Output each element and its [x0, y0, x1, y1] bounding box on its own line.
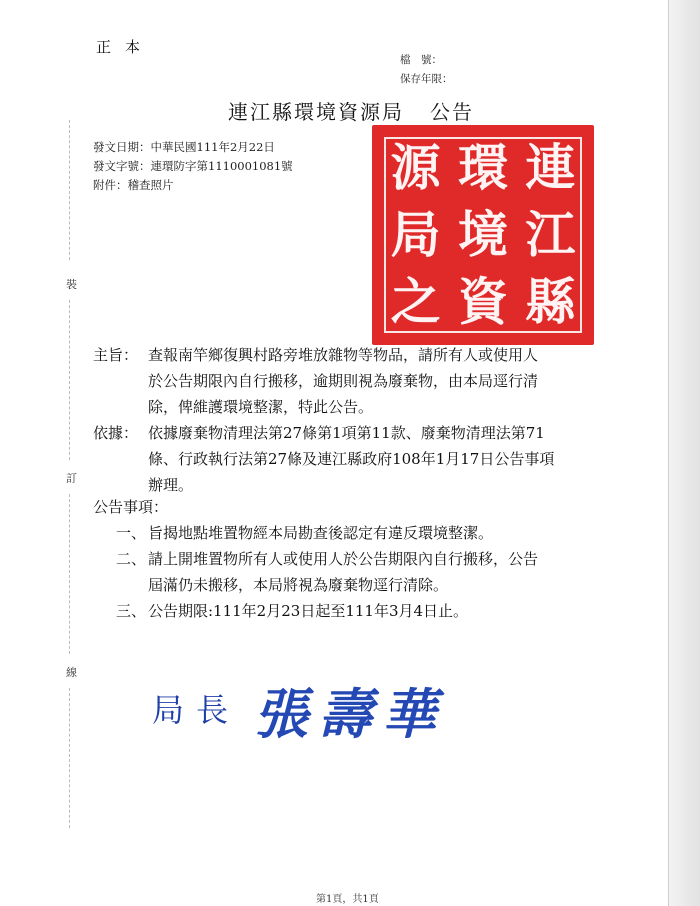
- binding-dashed-line: [69, 494, 71, 654]
- document-type: 公告: [430, 100, 474, 124]
- attachment-line: 附件：稽查照片: [93, 178, 174, 192]
- seal-char: 連: [525, 138, 576, 198]
- basis-line: 依據廢棄物清理法第27條第1項第11款、廢棄物清理法第71: [148, 424, 545, 442]
- notice-item-line: 請上開堆置物所有人或使用人於公告期限內自行搬移，公告: [148, 550, 539, 568]
- notice-item-number: 二、: [116, 550, 147, 568]
- original-copy-label: 正本: [96, 38, 155, 56]
- document-number: 發文字號：連環防字第1110001081號: [93, 159, 293, 173]
- notice-item-line: 公告期限:111年2月23日起至111年3月4日止。: [148, 602, 469, 620]
- director-title-stamp: 局長: [152, 691, 241, 729]
- seal-char: 縣: [525, 271, 576, 331]
- seal-char: 環: [457, 138, 508, 198]
- official-seal-stamp: [372, 125, 594, 345]
- seal-char: 境: [457, 204, 508, 264]
- seal-char: 源: [390, 138, 441, 198]
- seal-char: 之: [390, 271, 441, 331]
- seal-char: 局: [390, 204, 441, 264]
- notice-item-line: 屆滿仍未搬移，本局將視為廢棄物逕行清除。: [148, 576, 449, 594]
- retention-period-field: 保存年限：: [400, 73, 453, 85]
- binding-mark-bind: 裝: [66, 278, 77, 291]
- binding-dashed-line: [69, 688, 71, 828]
- notice-item-line: 旨揭地點堆置物經本局勘查後認定有違反環境整潔。: [148, 524, 494, 542]
- scan-page-edge: [668, 0, 700, 906]
- subject-line: 除，俾維護環境整潔，特此公告。: [148, 398, 374, 416]
- subject-line: 於公告期限內自行搬移，逾期則視為廢棄物，由本局逕行清: [148, 372, 539, 390]
- notice-item-number: 三、: [116, 602, 147, 620]
- file-number-field: 檔 號：: [400, 54, 442, 66]
- binding-mark-line: 線: [66, 666, 77, 679]
- page-footer: 第1頁，共1頁: [316, 894, 379, 905]
- basis-line: 辦理。: [148, 476, 194, 494]
- issuing-agency: 連江縣環境資源局: [228, 100, 404, 124]
- scan-edge-line: [668, 0, 669, 906]
- director-signature-stamp: 張壽華: [254, 682, 446, 746]
- binding-dashed-line: [69, 120, 71, 260]
- basis-label: 依據：: [93, 424, 139, 442]
- seal-char: 資: [457, 271, 508, 331]
- notice-item-number: 一、: [116, 524, 147, 542]
- subject-label: 主旨：: [93, 346, 139, 364]
- binding-mark-staple: 訂: [66, 472, 77, 485]
- notice-heading: 公告事項：: [93, 498, 169, 516]
- seal-char: 江: [525, 204, 576, 264]
- document-title: [228, 96, 474, 125]
- issue-date: 發文日期：中華民國111年2月22日: [93, 140, 275, 154]
- seal-characters: [382, 135, 584, 335]
- subject-line: 查報南竿鄉復興村路旁堆放雜物等物品，請所有人或使用人: [148, 346, 539, 364]
- basis-line: 條、行政執行法第27條及連江縣政府108年1月17日公告事項: [148, 450, 555, 468]
- binding-dashed-line: [69, 300, 71, 460]
